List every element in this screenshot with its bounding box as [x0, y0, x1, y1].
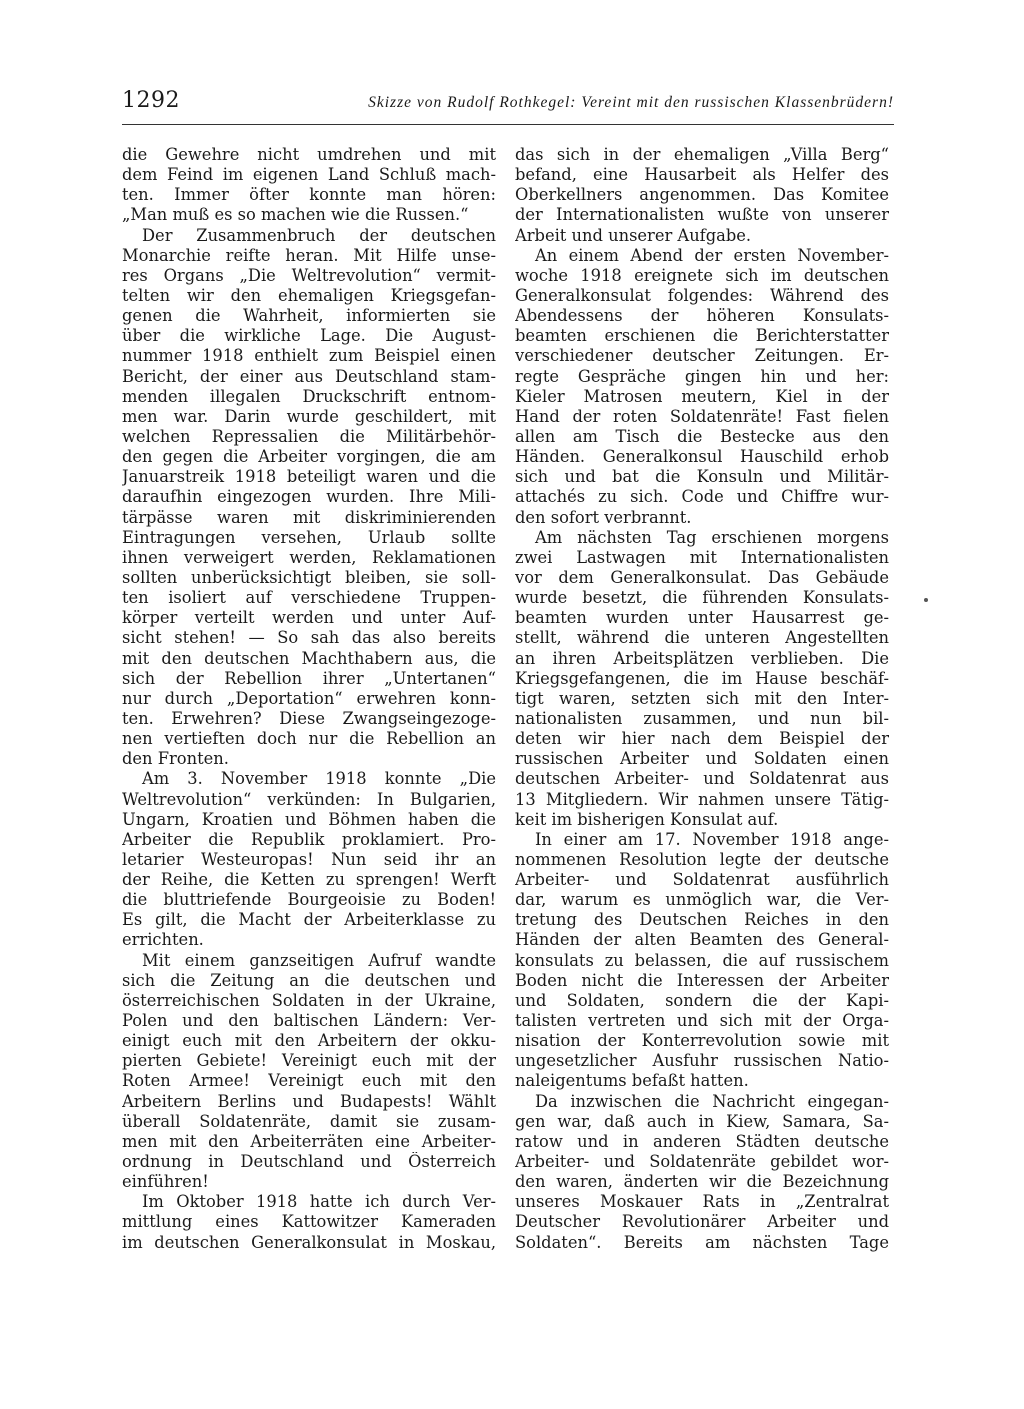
text-line: den waren, änderten wir die Bezeichnung: [515, 1172, 889, 1192]
text-line: mittlung eines Kattowitzer Kameraden: [122, 1212, 496, 1232]
text-line: vor dem Generalkonsulat. Das Gebäude: [515, 567, 889, 587]
text-line: der Internationalisten wußte von unserer: [515, 205, 889, 225]
text-line: ten. Erwehren? Diese Zwangseingezoge-: [122, 708, 496, 728]
text-line: überall Soldatenräte, damit sie zusam-: [122, 1111, 496, 1131]
text-line: Händen der alten Beamten des General-: [515, 930, 889, 950]
text-line: Der Zusammenbruch der deutschen: [142, 225, 496, 245]
text-line: die bluttriefende Bourgeoisie zu Boden!: [122, 890, 496, 910]
text-line: Mit einem ganzseitigen Aufruf wandte: [142, 950, 496, 970]
text-line: res Organs „Die Weltrevolution“ vermit-: [122, 265, 496, 285]
running-title: Skizze von Rudolf Rothkegel: Vereint mit den russischen Klassenbrüdern!: [368, 94, 894, 111]
text-line: ten isoliert auf verschiedene Truppen-: [122, 588, 496, 608]
text-line: den Fronten.: [122, 749, 229, 769]
text-line: sicht stehen! — So sah das also bereits: [122, 628, 496, 648]
page-header: [122, 88, 894, 120]
text-line: die Gewehre nicht umdrehen und mit: [122, 145, 496, 164]
text-line: 13 Mitgliedern. Wir nahmen unsere Tätig-: [515, 789, 889, 809]
text-line: telten wir den ehemaligen Kriegsgefan-: [122, 285, 496, 305]
text-line: Im Oktober 1918 hatte ich durch Ver-: [142, 1192, 496, 1212]
text-line: über die wirkliche Lage. Die August-: [122, 326, 496, 346]
text-line: Monarchie reifte heran. Mit Hilfe unse-: [122, 245, 496, 265]
print-speck: [924, 598, 928, 602]
text-line: Polen und den baltischen Ländern: Ver-: [122, 1011, 496, 1031]
text-line: ungesetzlicher Ausfuhr russischen Natio-: [515, 1051, 889, 1071]
text-line: verschiedener deutscher Zeitungen. Er-: [515, 346, 889, 366]
text-line: mit den deutschen Machthabern aus, die: [122, 648, 496, 668]
header-rule: [122, 124, 894, 125]
text-line: Oberkellners angenommen. Das Komitee: [515, 185, 889, 205]
text-line: talisten vertreten und sich mit der Orga-: [515, 1011, 889, 1031]
text-line: errichten.: [122, 930, 204, 950]
text-line: „Man muß es so machen wie die Russen.“: [122, 205, 469, 225]
text-line: Weltrevolution“ verkünden: In Bulgarien,: [122, 789, 496, 809]
text-line: Januarstreik 1918 beteiligt waren und die: [122, 467, 496, 487]
text-line: ordnung in Deutschland und Österreich: [122, 1152, 496, 1172]
text-line: Arbeiter die Republik proklamiert. Pro-: [122, 829, 496, 849]
text-line: menden illegalen Druckschrift entnom-: [122, 386, 496, 406]
text-line: Hand der roten Soldatenräte! Fast fielen: [515, 406, 889, 426]
text-line: Generalkonsulat folgendes: Während des: [515, 285, 889, 305]
text-line: Eintragungen versehen, Urlaub sollte: [122, 527, 496, 547]
text-line: allen am Tisch die Bestecke aus den: [515, 426, 889, 446]
text-line: den gegen die Arbeiter vorgingen, die am: [122, 447, 496, 467]
text-line: sich die Zeitung an die deutschen und: [122, 970, 496, 990]
text-line: Arbeiter- und Soldatenrat ausführlich: [515, 870, 889, 890]
text-line: wurde besetzt, die führenden Konsulats-: [515, 588, 889, 608]
text-line: letarier Westeuropas! Nun seid ihr an: [122, 849, 496, 869]
text-line: Da inzwischen die Nachricht eingegan-: [535, 1091, 889, 1111]
text-line: men war. Darin wurde geschildert, mit: [122, 406, 496, 426]
text-line: Arbeitern Berlins und Budapests! Wählt: [122, 1091, 496, 1111]
text-line: Es gilt, die Macht der Arbeiterklasse zu: [122, 910, 496, 930]
text-line: einigt euch mit den Arbeitern der okku-: [122, 1031, 496, 1051]
text-line: und Soldaten, sondern die der Kapi-: [515, 990, 889, 1010]
text-line: gen war, daß auch in Kiew, Samara, Sa-: [515, 1111, 889, 1131]
text-line: ratow und in anderen Städten deutsche: [515, 1131, 889, 1151]
text-line: tretung des Deutschen Reiches in den: [515, 910, 889, 930]
text-line: deten wir hier nach dem Beispiel der: [515, 729, 889, 749]
text-line: konsulats zu belassen, die auf russischem: [515, 950, 889, 970]
text-line: woche 1918 ereignete sich im deutschen: [515, 265, 889, 285]
text-line: ten. Immer öfter konnte man hören:: [122, 185, 496, 205]
page-number: 1292: [122, 88, 180, 113]
text-line: Arbeiter- und Soldatenräte gebildet wor-: [515, 1152, 889, 1172]
text-line: im deutschen Generalkonsulat in Moskau,: [122, 1232, 496, 1252]
text-line: nur durch „Deportation“ erwehren konn-: [122, 688, 496, 708]
text-line: sich der Rebellion ihrer „Untertanen“: [122, 668, 496, 688]
text-line: Roten Armee! Vereinigt euch mit den: [122, 1071, 496, 1091]
text-line: regte Gespräche gingen hin und her:: [515, 366, 889, 386]
text-line: österreichischen Soldaten in der Ukraine,: [122, 990, 496, 1010]
text-line: dar, warum es unmöglich war, die Ver-: [515, 890, 889, 910]
text-line: russischen Arbeiter und Soldaten einen: [515, 749, 889, 769]
text-line: naleigentums befaßt hatten.: [515, 1071, 749, 1091]
text-line: beamten wurden unter Hausarrest ge-: [515, 608, 889, 628]
text-line: Am 3. November 1918 konnte „Die: [142, 769, 496, 789]
text-line: welchen Repressalien die Militärbehör-: [122, 426, 496, 446]
text-line: beamten erschienen die Berichterstatter: [515, 326, 889, 346]
text-line: Händen. Generalkonsul Hauschild erhob: [515, 447, 889, 467]
text-line: keit im bisherigen Konsulat auf.: [515, 809, 779, 829]
text-line: nisation der Konterrevolution sowie mit: [515, 1031, 889, 1051]
text-line: An einem Abend der ersten November-: [535, 245, 889, 265]
text-line: der Reihe, die Ketten zu sprengen! Werft: [122, 870, 496, 890]
text-line: daraufhin eingezogen wurden. Ihre Mili-: [122, 487, 496, 507]
text-line: pierten Gebiete! Vereinigt euch mit der: [122, 1051, 496, 1071]
text-line: einführen!: [122, 1172, 209, 1192]
text-line: attachés zu sich. Code und Chiffre wur-: [515, 487, 889, 507]
text-line: Abendessens der höheren Konsulats-: [515, 306, 889, 326]
text-line: men mit den Arbeiterräten eine Arbeiter-: [122, 1131, 496, 1151]
text-line: Bericht, der einer aus Deutschland stam-: [122, 366, 496, 386]
text-line: Am nächsten Tag erschienen morgens: [535, 527, 889, 547]
text-line: das sich in der ehemaligen „Villa Berg“: [515, 145, 889, 164]
text-line: In einer am 17. November 1918 ange-: [535, 829, 889, 849]
text-line: Boden nicht die Interessen der Arbeiter: [515, 970, 889, 990]
text-line: nationalisten zusammen, und nun bil-: [515, 708, 889, 728]
text-line: Arbeit und unserer Aufgabe.: [515, 225, 752, 245]
left-text-column: [122, 145, 496, 1253]
text-line: befand, eine Hausarbeit als Helfer des: [515, 165, 889, 185]
text-line: Kriegsgefangenen, die im Hause beschäf-: [515, 668, 889, 688]
text-line: sich und bat die Konsuln und Militär-: [515, 467, 889, 487]
text-line: stellt, während die unteren Angestellten: [515, 628, 889, 648]
text-line: nummer 1918 enthielt zum Beispiel einen: [122, 346, 496, 366]
text-line: Kieler Matrosen meutern, Kiel in der: [515, 386, 889, 406]
text-line: den sofort verbrannt.: [515, 507, 692, 527]
right-text-column: [515, 145, 889, 1253]
text-line: Soldaten“. Bereits am nächsten Tage: [515, 1232, 889, 1252]
text-line: tigt waren, setzten sich mit den Inter-: [515, 688, 889, 708]
text-line: nommenen Resolution legte der deutsche: [515, 849, 889, 869]
text-line: tärpässe waren mit diskriminierenden: [122, 507, 496, 527]
text-line: genen die Wahrheit, informierten sie: [122, 306, 496, 326]
text-line: sollten unberücksichtigt bleiben, sie soll-: [122, 567, 496, 587]
text-line: dem Feind im eigenen Land Schluß mach-: [122, 165, 496, 185]
text-line: nen vertieften doch nur die Rebellion an: [122, 729, 496, 749]
text-line: an ihren Arbeitsplätzen verblieben. Die: [515, 648, 889, 668]
text-line: zwei Lastwagen mit Internationalisten: [515, 547, 889, 567]
text-line: körper verteilt werden und unter Auf-: [122, 608, 496, 628]
text-line: Ungarn, Kroatien und Böhmen haben die: [122, 809, 496, 829]
text-line: ihnen verweigert werden, Reklamationen: [122, 547, 496, 567]
text-line: unseres Moskauer Rats in „Zentralrat: [515, 1192, 889, 1212]
text-line: Deutscher Revolutionärer Arbeiter und: [515, 1212, 889, 1232]
text-line: deutschen Arbeiter- und Soldatenrat aus: [515, 769, 889, 789]
